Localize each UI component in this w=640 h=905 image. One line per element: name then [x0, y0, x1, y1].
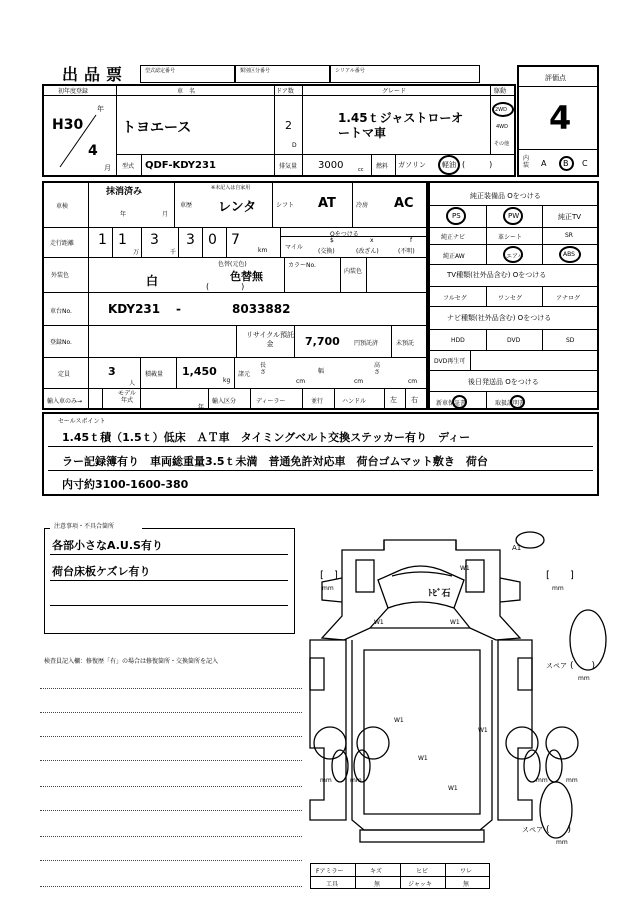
history-label: 車歴: [180, 202, 193, 209]
legend-h4: ワレ: [460, 868, 473, 875]
tv-fullseg: フルセグ: [443, 295, 467, 302]
swap-label: (交換): [318, 248, 335, 255]
equip-pw: PW: [508, 212, 520, 220]
load-unit: kg: [223, 377, 231, 384]
shift-value: AT: [318, 196, 336, 211]
cooling-value: AC: [394, 196, 414, 211]
legend-v1: 工具: [326, 881, 339, 888]
navi-dvd: DVD: [507, 337, 521, 344]
mark-w1-d: W1: [394, 717, 404, 724]
equip-abs: ABS: [563, 251, 575, 258]
serial-box: [330, 65, 480, 83]
dvd-label: DVD再生可: [434, 358, 466, 365]
tv-analog: アナログ: [556, 295, 581, 302]
modified-label: (改ざん): [356, 248, 379, 255]
equip-airbag: エアバ: [506, 253, 524, 260]
spec-table: [42, 181, 428, 410]
mm-fl: mm: [322, 585, 334, 592]
year-unit: 年: [97, 105, 104, 113]
katashiki-box: [140, 65, 235, 83]
dims-label: 諸元: [238, 371, 251, 378]
grade-value-line2: ートマ車: [338, 126, 387, 140]
notes-label: 注意事項・不具合箇所: [54, 523, 115, 530]
mileage-circle-hint: Oをつける: [330, 231, 359, 238]
mm-rr-2: mm: [566, 777, 578, 784]
recycle-label: リサイクル預託金: [245, 331, 295, 348]
mm-rl-2: mm: [350, 777, 362, 784]
swap-mark: $: [330, 237, 334, 244]
length-label: 長さ: [260, 362, 267, 376]
drive-other: その他: [494, 141, 510, 147]
unknown-mark: f: [410, 237, 413, 244]
displacement-label: 排気量: [279, 163, 298, 170]
shift-label: シフト: [276, 202, 295, 209]
doors-label: ドア数: [276, 88, 294, 95]
legend-h2: キズ: [370, 868, 382, 875]
capacity-value: 3: [108, 365, 116, 378]
man-unit: 万: [133, 249, 140, 256]
bracket-fr-r: ]: [570, 570, 574, 581]
score-box: [517, 65, 599, 177]
handle-label: ハンドル: [342, 398, 367, 405]
equip-ps: PS: [452, 212, 461, 220]
score-value: 4: [549, 99, 572, 137]
model-label: 型式: [122, 163, 135, 170]
height-cm: cm: [408, 378, 418, 385]
reg-no-label: 登録No.: [50, 339, 72, 346]
fuel-value: ガソリン: [398, 161, 426, 169]
mileage-digit-4: 3: [186, 232, 195, 248]
spare-label-1: スペア: [546, 662, 567, 670]
inspection-label: 車検: [56, 203, 69, 210]
length-cm: cm: [296, 378, 306, 385]
legend-v2: 無: [374, 881, 381, 888]
navi-hdd: HDD: [451, 337, 465, 344]
mark-w1-a: W1: [374, 619, 384, 626]
damage-diagram: [300, 530, 620, 860]
fuel-paren: ( ): [462, 160, 493, 169]
after-warranty-circle: [452, 395, 467, 409]
recycle-unit: 円預託済: [354, 340, 379, 347]
bracket-fr: [: [546, 570, 550, 581]
mark-w1-c: W1: [460, 565, 470, 572]
parallel-label: 並行: [311, 398, 324, 405]
ruibetsu-box: [235, 65, 330, 83]
navi-sd: SD: [566, 337, 575, 344]
mm-rl-1: mm: [320, 777, 332, 784]
cooling-label: 冷房: [356, 202, 369, 209]
sen-unit: 千: [170, 249, 177, 256]
mileage-label: 走行距離: [50, 240, 75, 247]
equip-abs-circle: [559, 246, 581, 263]
exterior-value: 白: [146, 274, 159, 288]
grade-value-line1: 1.45ｔジャストローオ: [338, 111, 464, 125]
after-title: 後日発送品 Oをつける: [468, 378, 539, 386]
interior-c: C: [582, 159, 588, 168]
history-value: レンタ: [218, 200, 257, 215]
selling-line-1: 1.45ｔ積（1.5ｔ）低床 ＡＴ車 タイミングベルト交換ステッカー有り ディー: [62, 431, 471, 444]
interior-label: 内装: [523, 155, 530, 169]
color-change-value: 色替無: [230, 270, 263, 283]
width-label: 幅: [318, 368, 325, 375]
equip-tv: 純正TV: [558, 213, 582, 221]
form-title: 出品票: [62, 65, 129, 84]
ruibetsu-label: 類別区分番号: [240, 68, 271, 74]
capacity-label: 定員: [58, 371, 71, 378]
legend-h3: ヒビ: [416, 868, 429, 875]
mm-fr: mm: [552, 585, 564, 592]
spare-label-2: スペア: [522, 826, 543, 834]
legend-v4: 無: [463, 881, 470, 888]
right-label: 右: [411, 396, 418, 404]
inspection-year-unit: 年: [120, 211, 127, 218]
bracket-fl: [: [320, 570, 324, 581]
mile-label: マイル: [285, 244, 303, 251]
mileage-digit-2: 1: [118, 232, 127, 248]
colorno-label: カラーNo.: [288, 262, 316, 269]
chassis-dash: -: [176, 302, 181, 316]
equipment-title: 純正装備品 Oをつける: [470, 192, 541, 200]
year-value: H30: [52, 117, 84, 133]
car-name-label: 車 名: [177, 88, 196, 95]
grade-label: グレード: [382, 88, 407, 95]
mileage-digit-3: 3: [150, 232, 159, 248]
load-label: 積載量: [145, 371, 164, 378]
interior-a: A: [541, 159, 547, 168]
doors-value: 2: [285, 119, 292, 132]
selling-line-3: 内寸約3100-1600-380: [62, 478, 189, 491]
chassis-label: 車台No.: [50, 308, 72, 315]
mm-rr-1: mm: [536, 777, 548, 784]
interior-color-label: 内装色: [344, 268, 363, 275]
notes-line-2: 荷台床板ケズレ有り: [52, 565, 151, 578]
navi-title: ナビ種類(社外品含む) Oをつける: [447, 314, 552, 322]
doors-sub: D: [292, 142, 297, 149]
displacement-value: 3000: [318, 160, 344, 171]
import-type-label: 輸入区分: [212, 398, 237, 405]
load-value: 1,450: [182, 365, 217, 378]
month-unit: 月: [104, 164, 111, 172]
displacement-unit: cc: [358, 167, 364, 173]
selling-points-label: セールスポイント: [58, 418, 106, 425]
bracket-fl-r: ]: [334, 570, 338, 581]
mark-w1-g: W1: [478, 727, 488, 734]
after-warranty: 新車保証書: [436, 400, 467, 407]
equip-aw: 純正AW: [443, 253, 465, 260]
recycle-not: 未預託: [396, 340, 415, 347]
chassis-prefix: KDY231: [108, 302, 161, 316]
legend-h1: Fアミラー: [316, 868, 344, 875]
stone-chip-label: ﾄﾋﾞ石: [428, 589, 451, 599]
equip-sr: SR: [565, 232, 573, 239]
dealer-label: ディーラー: [256, 398, 286, 405]
chassis-number: 8033882: [232, 302, 291, 316]
spare-bracket-2: ( ): [546, 825, 572, 835]
height-label: 高さ: [374, 362, 381, 376]
drive-2wd: 2WD: [495, 107, 507, 113]
tv-oneseg: ワンセグ: [498, 295, 523, 302]
fuel-circled: 軽油: [442, 161, 456, 169]
mark-a1: A1: [512, 544, 522, 552]
mileage-digit-5: 0: [208, 232, 217, 248]
month-value: 4: [88, 143, 98, 159]
mileage-digit-6: 7: [231, 232, 240, 248]
mm-spare-1: mm: [578, 675, 590, 682]
legend-v3: ジャッキ: [408, 881, 432, 888]
import-label: 輸入車のみ→: [47, 398, 83, 405]
tv-title: TV種類(社外品含む) Oをつける: [447, 271, 547, 279]
equip-airbag-circle: [503, 246, 523, 263]
modified-mark: x: [370, 237, 374, 244]
mark-w1-e: W1: [418, 755, 428, 762]
interior-b-circle: [559, 156, 574, 171]
width-cm: cm: [354, 378, 364, 385]
equip-navi: 純正ナビ: [441, 234, 466, 241]
after-manual-circle: [510, 395, 525, 409]
score-label: 評価点: [545, 74, 566, 82]
serial-label: シリアル番号: [335, 68, 365, 74]
equip-leather: 革シート: [498, 234, 523, 241]
model-year-label: モデル年式: [118, 390, 136, 404]
notes-line-1: 各部小さなA.U.S有り: [52, 539, 163, 552]
unknown-label: (不明): [398, 248, 415, 255]
inspection-month-unit: 月: [162, 211, 169, 218]
import-year-unit: 年: [198, 404, 205, 411]
after-manual: 取扱説明書: [495, 400, 526, 407]
spare-bracket-1: ( ): [570, 661, 596, 671]
car-name-value: トヨエース: [122, 120, 192, 136]
first-reg-label: 初年度登録: [58, 88, 89, 95]
drive-label: 駆動: [494, 88, 507, 95]
recycle-value: 7,700: [305, 335, 340, 348]
mm-spare-2: mm: [556, 839, 568, 846]
mark-w1-b: W1: [450, 619, 460, 626]
left-label: 左: [390, 396, 397, 404]
drive-2wd-circle: [492, 102, 514, 117]
mileage-digit-1: 1: [98, 232, 107, 248]
selling-line-2: ラー記録簿有り 車両総重量3.5ｔ未満 普通免許対応車 荷台ゴムマット敷き 荷台: [62, 455, 488, 468]
km-unit: km: [258, 247, 268, 254]
interior-b: B: [563, 159, 569, 168]
katashiki-label: 型式認定番号: [145, 68, 176, 74]
drive-4wd: 4WD: [496, 124, 508, 130]
capacity-unit: 人: [129, 380, 136, 387]
mark-w1-f: W1: [448, 785, 458, 792]
exterior-label: 外装色: [51, 272, 70, 279]
color-change-paren: ( ): [206, 282, 245, 291]
equip-ps-circle: [446, 207, 466, 225]
inspection-value: 抹消済み: [106, 187, 143, 197]
unregistered-note: ※未記入は自家用: [211, 185, 251, 191]
color-no-label: 色替(元色): [218, 261, 247, 268]
model-value: QDF-KDY231: [145, 160, 216, 171]
fuel-circle: [438, 155, 460, 175]
equip-pw-circle: [503, 207, 523, 225]
inspector-label: 検査員記入欄：修復歴「有」の場合は修復箇所・交換箇所を記入: [44, 658, 219, 665]
fuel-label: 燃料: [376, 163, 389, 170]
